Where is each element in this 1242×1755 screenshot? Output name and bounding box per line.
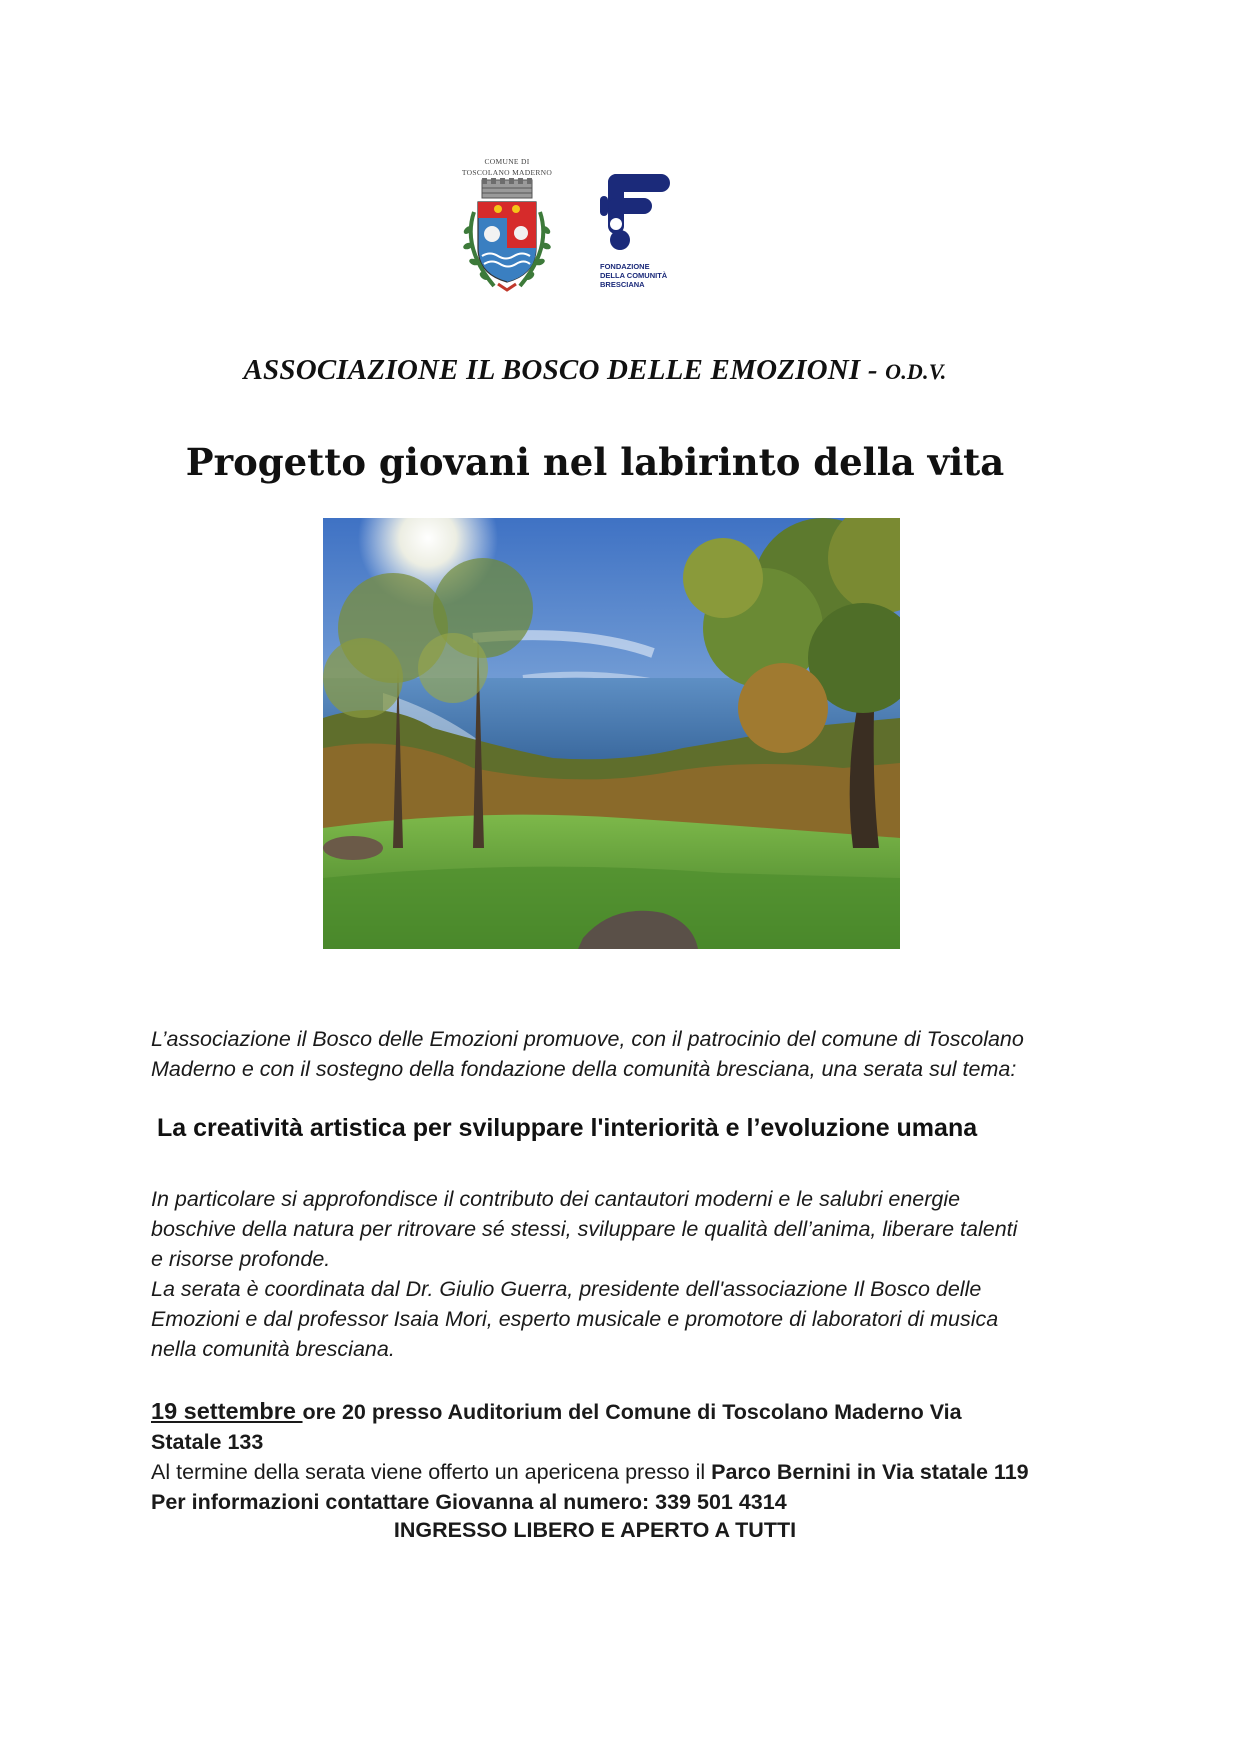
association-name: ASSOCIAZIONE IL BOSCO DELLE EMOZIONI - bbox=[243, 354, 886, 386]
description-line-1: In particolare si approfondisce il contributo dei cantautori moderni e le salubri energie bbox=[151, 1187, 961, 1211]
contact-line: Per informazioni contattare Giovanna al numero: 339 501 4314 bbox=[151, 1490, 787, 1514]
event-date: 19 settembre bbox=[151, 1398, 303, 1424]
fondazione-line1: FONDAZIONE bbox=[600, 262, 650, 271]
intro-line-2: Maderno e con il sostegno della fondazione della comunità bresciana, una serata sul tema: bbox=[151, 1057, 1017, 1081]
apericena-place: Parco Bernini in Via statale 119 bbox=[711, 1460, 1029, 1484]
event-date-line bbox=[151, 1396, 1111, 1427]
apericena-line bbox=[151, 1457, 1111, 1487]
description-line-5: Emozioni e dal professor Isaia Mori, esperto musicale e promotore di laboratori di musica bbox=[151, 1307, 999, 1331]
fondazione-mark-icon bbox=[600, 168, 680, 260]
fondazione-line3: BRESCIANA bbox=[600, 280, 645, 289]
project-title: Progetto giovani nel labirinto della vita bbox=[185, 440, 1005, 484]
comune-logo-line2: TOSCOLANO MADERNO bbox=[461, 168, 553, 177]
comune-logo-line1: COMUNE DI bbox=[484, 157, 530, 166]
description-line-6: nella comunità bresciana. bbox=[151, 1337, 395, 1361]
association-title bbox=[0, 354, 1190, 387]
free-entry-notice: INGRESSO LIBERO E APERTO A TUTTI bbox=[393, 1518, 797, 1542]
theme-heading: La creatività artistica per sviluppare l'interiorità e l’evoluzione umana bbox=[157, 1114, 978, 1142]
forest-lake-image bbox=[323, 518, 900, 949]
description-line-3: e risorse profonde. bbox=[151, 1247, 331, 1271]
fondazione-line2: DELLA COMUNITÀ bbox=[600, 271, 668, 280]
coat-of-arms-icon bbox=[458, 178, 556, 298]
apericena-text: Al termine della serata viene offerto un apericena presso il bbox=[151, 1460, 712, 1484]
event-details-2: Statale 133 bbox=[151, 1430, 264, 1454]
event-details-1: ore 20 presso Auditorium del Comune di Toscolano Maderno Via bbox=[302, 1400, 962, 1424]
description-line-4: La serata è coordinata dal Dr. Giulio Guerra, presidente dell'associazione Il Bosco delle bbox=[151, 1277, 982, 1301]
landscape-photo bbox=[323, 518, 900, 949]
fondazione-comunita-bresciana-logo bbox=[600, 168, 690, 296]
description-line-2: boschive della natura per ritrovare sé stessi, sviluppare le qualità dell’anima, liberare talenti bbox=[151, 1217, 1018, 1241]
comune-toscolano-maderno-logo bbox=[458, 158, 556, 298]
association-suffix: O.D.V. bbox=[885, 359, 947, 384]
intro-line-1: L’associazione il Bosco delle Emozioni promuove, con il patrocinio del comune di Toscolano bbox=[151, 1027, 1024, 1051]
